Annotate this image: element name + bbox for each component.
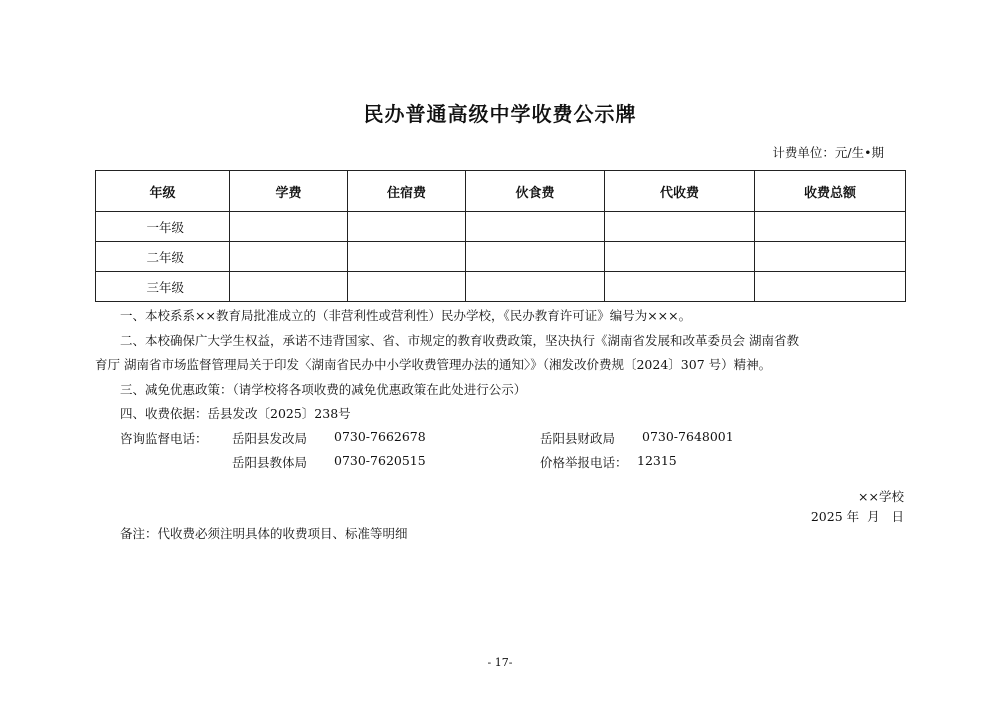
- meals-cell: [466, 272, 605, 302]
- paragraph-school-approval: 一、本校系系××教育局批准成立的（非营利性或营利性）民办学校，《民办教育许可证》编号为×××。: [120, 308, 692, 323]
- paragraph-policy-commitment-line1: 二、本校确保广大学生权益，承诺不违背国家、省、市规定的教育收费政策，坚决执行《湖南省发展和改革委员会 湖南省教: [120, 333, 799, 348]
- meals-cell: [466, 212, 605, 242]
- contact-name: 岳阳县教体局: [232, 455, 308, 470]
- paragraph-policy-commitment-line2: 育厅 湖南省市场监督管理局关于印发〈湖南省民办中小学收费管理办法的通知〉》（湘发改价费规〔2024〕307 号）精神。: [95, 357, 772, 372]
- header-meals: 伙食费: [466, 171, 605, 212]
- meals-cell: [466, 242, 605, 272]
- accommodation-cell: [348, 242, 466, 272]
- grade-cell: 二年级: [96, 242, 230, 272]
- paragraph-discount-policy: 三、减免优惠政策：（请学校将各项收费的减免优惠政策在此处进行公示）: [120, 382, 527, 397]
- header-collected-fees: 代收费: [605, 171, 755, 212]
- contact-name: 岳阳县财政局: [540, 431, 616, 446]
- table-row: [96, 272, 906, 302]
- signature-date: 2025 年 月 日: [810, 509, 904, 524]
- contact-phone: 0730-7648001: [642, 429, 734, 444]
- contact-phone: 12315: [637, 453, 677, 468]
- fee-table: [95, 170, 906, 302]
- tuition-cell: [230, 272, 348, 302]
- contact-name: 价格举报电话：: [540, 455, 628, 470]
- collected-fees-cell: [605, 242, 755, 272]
- collected-fees-cell: [605, 212, 755, 242]
- accommodation-cell: [348, 212, 466, 242]
- page-number: - 17-: [487, 656, 513, 669]
- header-grade: 年级: [96, 171, 230, 212]
- tuition-cell: [230, 212, 348, 242]
- table-header-row: [96, 171, 906, 212]
- total-cell: [755, 242, 906, 272]
- header-total: 收费总额: [755, 171, 906, 212]
- header-accommodation: 住宿费: [348, 171, 466, 212]
- tuition-cell: [230, 242, 348, 272]
- total-cell: [755, 212, 906, 242]
- contacts-label: 咨询监督电话：: [120, 431, 208, 446]
- grade-cell: 三年级: [96, 272, 230, 302]
- table-row: [96, 242, 906, 272]
- contact-phone: 0730-7620515: [334, 453, 426, 468]
- paragraph-fee-basis: 四、收费依据：岳县发改〔2025〕238号: [120, 406, 351, 421]
- header-tuition: 学费: [230, 171, 348, 212]
- grade-cell: 一年级: [96, 212, 230, 242]
- remark: 备注：代收费必须注明具体的收费项目、标准等明细: [120, 526, 408, 541]
- total-cell: [755, 272, 906, 302]
- accommodation-cell: [348, 272, 466, 302]
- contact-name: 岳阳县发改局: [232, 431, 308, 446]
- table-row: [96, 212, 906, 242]
- page-title: 民办普通高级中学收费公示牌: [363, 102, 637, 126]
- contact-phone: 0730-7662678: [334, 429, 426, 444]
- fee-unit: 计费单位：元/生•期: [772, 145, 884, 160]
- collected-fees-cell: [605, 272, 755, 302]
- signature-school: ××学校: [858, 489, 904, 504]
